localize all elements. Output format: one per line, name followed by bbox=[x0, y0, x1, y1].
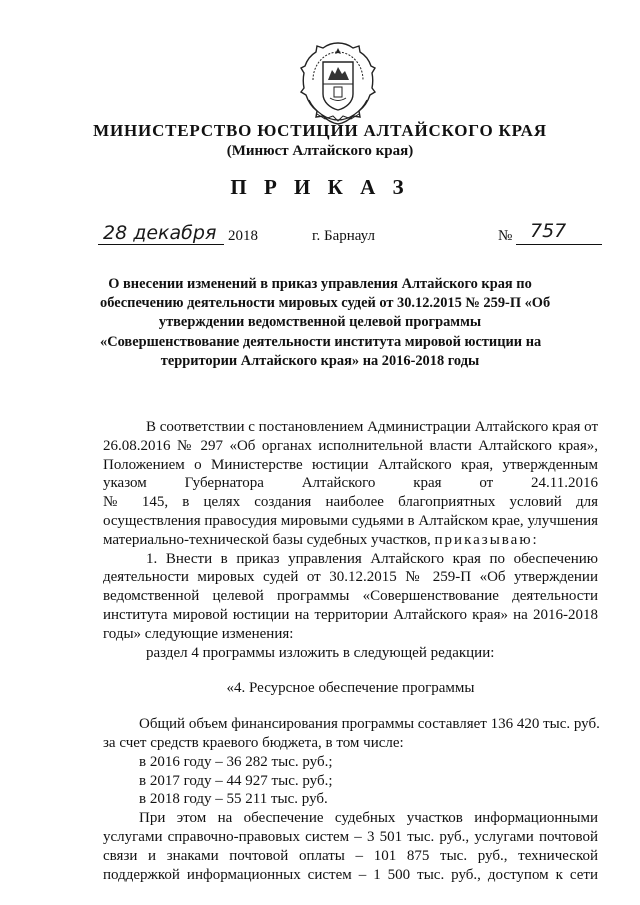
body-line: указом Губернатора Алтайского края от 24.11.2016 bbox=[103, 475, 598, 492]
body-line bbox=[103, 531, 598, 550]
body-line: Общий объем финансирования программы составляет 136 420 тыс. руб. bbox=[139, 716, 600, 733]
document-year: 2018 bbox=[228, 228, 258, 244]
number-label: № bbox=[498, 228, 513, 244]
section-title: «4. Ресурсное обеспечение программы bbox=[226, 680, 475, 697]
handwritten-number: 757 bbox=[530, 220, 567, 242]
body-line: 26.08.2016 № 297 «Об органах исполнительной власти Алтайского края», bbox=[103, 437, 598, 454]
subject-line: обеспечению деятельности мировых судей от 30.12.2015 № 259-П «Об bbox=[100, 295, 551, 312]
document-type-title: П Р И К А З bbox=[230, 175, 410, 199]
ministry-name: МИНИСТЕРСТВО ЮСТИЦИИ АЛТАЙСКОГО КРАЯ bbox=[93, 121, 547, 140]
subject-line: «Совершенствование деятельности института мировой юстиции на bbox=[100, 333, 542, 350]
body-line: деятельности мировых судей от 30.12.2015 № 259-П «Об утверждении bbox=[103, 569, 598, 586]
body-line: № 145, в целях создания наиболее благоприятных условий для bbox=[103, 494, 598, 511]
body-line: Положением о Министерстве юстиции Алтайского края, утвержденным bbox=[103, 456, 598, 473]
body-line: В соответствии с постановлением Администрации Алтайского края от bbox=[146, 419, 598, 435]
ministry-short-name: (Минюст Алтайского края) bbox=[226, 143, 414, 159]
order-word: приказываю: bbox=[434, 531, 539, 548]
body-text: материально-технической базы судебных участков, bbox=[103, 531, 431, 548]
subject-line: утверждении ведомственной целевой программы bbox=[158, 314, 482, 331]
body-line: 1. Внести в приказ управления Алтайского края по обеспечению bbox=[146, 550, 598, 567]
body-line: раздел 4 программы изложить в следующей редакции: bbox=[146, 644, 495, 661]
coat-of-arms-emblem bbox=[299, 40, 377, 126]
year-allocation: в 2018 году – 55 211 тыс. руб. bbox=[139, 791, 328, 808]
body-line: услугами справочно-правовых систем – 3 501 тыс. руб., услугами почтовой bbox=[103, 828, 598, 845]
body-line: за счет средств краевого бюджета, в том числе: bbox=[103, 734, 404, 751]
subject-line: территории Алтайского края» на 2016-2018 годы bbox=[160, 352, 480, 369]
date-underline bbox=[98, 244, 224, 245]
body-line: годы» следующие изменения: bbox=[103, 625, 294, 642]
year-allocation: в 2016 году – 36 282 тыс. руб.; bbox=[139, 753, 333, 770]
document-body bbox=[103, 418, 598, 884]
body-line: осуществления правосудия мировыми судьями в Алтайском крае, улучшения bbox=[103, 512, 598, 529]
body-line: связи и знаками почтовой оплаты – 101 875 тыс. руб., технической bbox=[103, 847, 598, 864]
number-underline bbox=[516, 244, 602, 245]
body-line: ведомственной целевой программы «Совершенствование деятельности bbox=[103, 588, 598, 605]
body-line: При этом на обеспечение судебных участков информационными bbox=[139, 810, 598, 827]
subject-line: О внесении изменений в приказ управления Алтайского края по bbox=[108, 276, 532, 292]
document-city: г. Барнаул bbox=[312, 228, 375, 244]
body-line: института мировой юстиции на территории Алтайского края» на 2016-2018 bbox=[103, 606, 598, 623]
body-line: поддержкой информационных систем – 1 500 тыс. руб., доступом к сети bbox=[103, 866, 598, 883]
handwritten-date: 28 декабря bbox=[103, 222, 217, 244]
year-allocation: в 2017 году – 44 927 тыс. руб.; bbox=[139, 772, 333, 789]
document-subject bbox=[100, 275, 551, 371]
